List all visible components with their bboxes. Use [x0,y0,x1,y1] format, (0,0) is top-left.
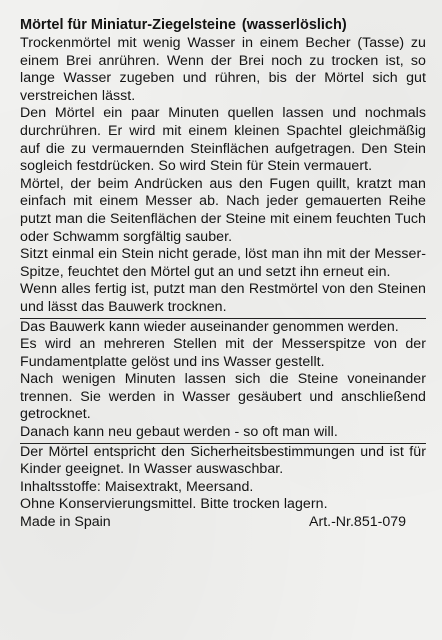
article-number: Art.-Nr.851-079 [309,514,406,531]
paragraph-safety: Der Mörtel entspricht den Sicherheitsbestimmungen und ist für Kinder geeignet. In Wasser auswaschbar. [20,443,426,478]
paragraph-rebuild: Danach kann neu gebaut werden - so oft man will. [20,424,338,441]
paragraph-disassembly: Das Bauwerk kann wieder auseinander genommen werden. [20,318,399,335]
footer [20,514,426,532]
origin-label: Made in Spain [20,514,111,531]
paragraph-correcting: Sitzt einmal ein Stein nicht gerade, löst man ihn mit der Messer-Spitze, feuchtet den Mörtel gut an und setzt ihn erneut ein. [20,246,426,280]
title-subtitle: (wasserlöslich) [241,17,347,33]
paragraph-ingredients: Inhaltsstoffe: Maisextrakt, Meersand. [20,478,254,495]
document-title [20,16,426,34]
title-main: Mörtel für Miniatur-Ziegelsteine [20,17,236,33]
paragraph-loosening: Es wird an mehreren Stellen mit der Messerspitze von der Fundamentplatte gelöst und ins Wasser gestellt. [20,336,426,370]
paragraph-storage: Ohne Konservierungsmittel. Bitte trocken lagern. [20,496,328,513]
paragraph-applying: Den Mörtel ein paar Minuten quellen lassen und nochmals durchrühren. Er wird mit einem kleinen Spachtel gleichmäßig auf die zu vermauernden Steinflächen aufgetragen. Den Stein sogleich festdrücken. So wird Stein für Stein vermauert. [20,105,426,175]
paragraph-finishing: Wenn alles fertig ist, putzt man den Restmörtel von den Steinen und lässt das Bauwerk trocknen. [20,281,426,315]
paragraph-cleaning: Mörtel, der beim Andrücken aus den Fugen quillt, kratzt man einfach mit einem Messer ab. Nach jeder gemauerten Reihe putzt man die Seitenflächen der Steine mit einem feuchten Tuch oder Schwamm sorgfältig sauber. [20,175,426,245]
paragraph-separating: Nach wenigen Minuten lassen sich die Steine voneinander trennen. Sie werden in Wasser gesäubert und anschließend getrocknet. [20,371,426,423]
paragraph-mixing: Trockenmörtel mit wenig Wasser in einem Becher (Tasse) zu einem Brei anrühren. Wenn der Brei noch zu trocken ist, so lange Wasser zugeben und rühren, bis der Mörtel sich gut verstreichen lässt. [20,35,426,104]
